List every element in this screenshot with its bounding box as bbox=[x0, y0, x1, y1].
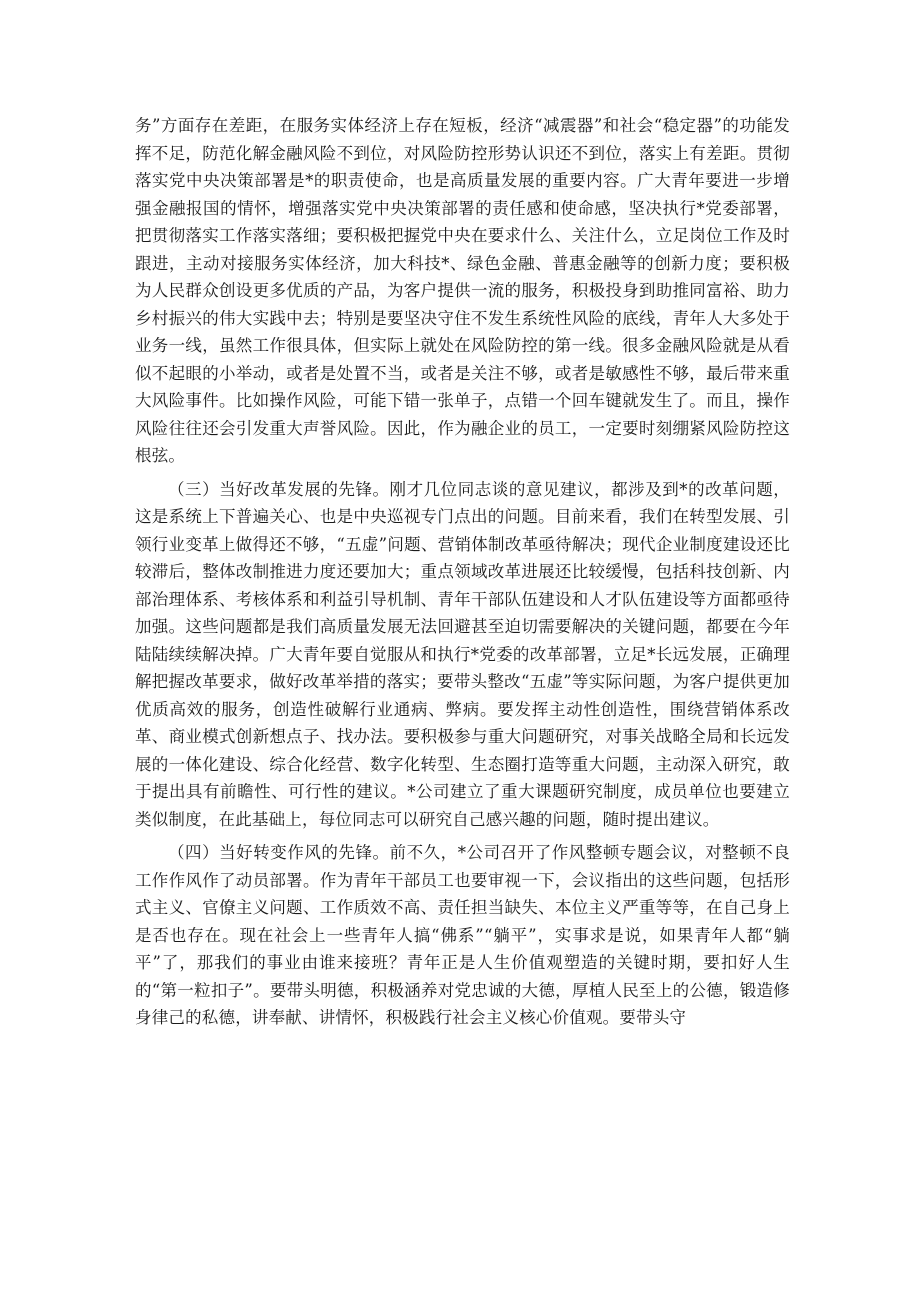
paragraph-continuation: 务”方面存在差距，在服务实体经济上存在短板，经济“减震器”和社会“稳定器”的功能发挥不足，防范化解金融风险不到位，对风险防控形势认识还不到位，落实上有差距。贯彻落实党中央决策部署是*的职责使命，也是高质量发展的重要内容。广大青年要进一步增强金融报国的情怀，增强落实党中央决策部署的责任感和使命感，坚决执行*党委部署，把贯彻落实工作落实落细；要积极把握党中央在要求什么、关注什么，立足岗位工作及时跟进，主动对接服务实体经济，加大科技*、绿色金融、普惠金融等的创新力度；要积极为人民群众创设更多优质的产品，为客户提供一流的服务，积极投身到助推同富裕、助力乡村振兴的伟大实践中去；特别是要坚决守住不发生系统性风险的底线，青年人大多处于业务一线，虽然工作很具体，但实际上就处在风险防控的第一线。很多金融风险就是从看似不起眼的小举动，或者是处置不当，或者是关注不够，或者是敏感性不够，最后带来重大风险事件。比如操作风险，可能下错一张单子，点错一个回车键就发生了。而且，操作风险往往还会引发重大声誉风险。因此，作为融企业的员工，一定要时刻绷紧风险防控这根弦。 bbox=[135, 116, 790, 465]
paragraph-reform-pioneer: （三）当好改革发展的先锋。刚才几位同志谈的意见建议，都涉及到*的改革问题，这是系统上下普遍关心、也是中央巡视专门点出的问题。目前来看，我们在转型发展、引领行业变革上做得还不够，“五虚”问题、营销体制改革亟待解决；现代企业制度建设还比较滞后，整体改制推进力度还要加大；重点领域改革进展还比较缓慢，包括科技创新、内部治理体系、考核体系和利益引导机制、青年干部队伍建设和人才队伍建设等方面都亟待加强。这些问题都是我们高质量发展无法回避甚至迫切需要解决的关键问题，都要在今年陆陆续续解决掉。广大青年要自觉服从和执行*党委的改革部署，立足*长远发展，正确理解把握改革要求，做好改革举措的落实；要带头整改“五虚”等实际问题，为客户提供更加优质高效的服务，创造性破解行业通病、弊病。要发挥主动性创造性，围绕营销体系改革、商业模式创新想点子、找办法。要积极参与重大问题研究，对事关战略全局和长远发展的一体化建设、综合化经营、数字化转型、生态圈打造等重大问题，主动深入研究，敢于提出具有前瞻性、可行性的建议。*公司建立了重大课题研究制度，成员单位也要建立类似制度，在此基础上，每位同志可以研究自己感兴趣的问题，随时提出建议。 bbox=[135, 479, 790, 829]
paragraph-work-style-pioneer: （四）当好转变作风的先锋。前不久，*公司召开了作风整顿专题会议，对整顿不良工作作风作了动员部署。作为青年干部员工也要审视一下，会议指出的这些问题，包括形式主义、官僚主义问题、工作质效不高、责任担当缺失、本位主义严重等等，在自己身上是否也存在。现在社会上一些青年人搞“佛系”“躺平”，实事求是说，如果青年人都“躺平”了，那我们的事业由谁来接班？青年正是人生价值观塑造的关键时期，要扣好人生的“第一粒扣子”。要带头明德，积极涵养对党忠诚的大德，厚植人民至上的公德，锻造修身律己的私德，讲奉献、讲情怀，积极践行社会主义核心价值观。要带头守 bbox=[135, 843, 790, 1027]
document-body bbox=[135, 112, 790, 1038]
